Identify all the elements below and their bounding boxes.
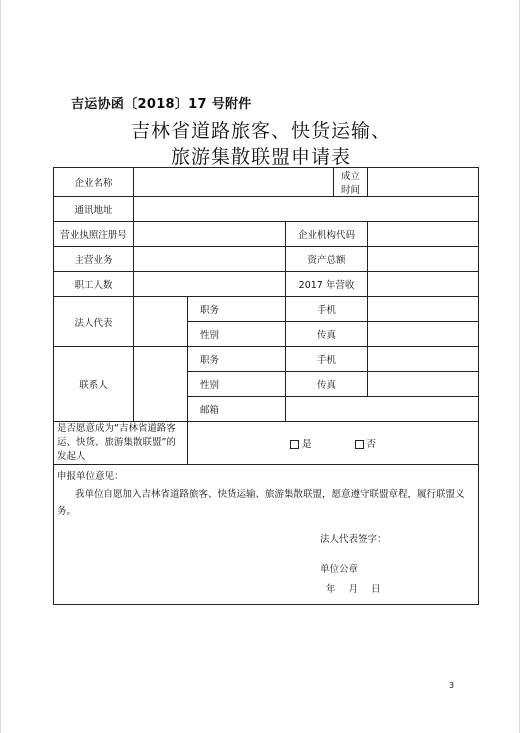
field-legal-rep-mobile[interactable] [368,297,479,322]
yes-label: 是 [301,439,312,450]
field-main-business[interactable] [134,247,286,272]
form-title-line2: 旅游集散联盟申请表 [170,146,351,168]
label-contact-mobile: 手机 [286,347,368,372]
label-business-license: 营业执照注册号 [54,222,134,247]
opinion-label: 申报单位意见： [57,471,124,482]
row-contact-1 [54,347,479,372]
field-revenue-2017[interactable] [368,272,479,297]
field-contact-fax[interactable] [368,372,479,397]
yes-checkbox[interactable] [290,440,299,449]
row-address [54,197,479,222]
no-checkbox[interactable] [355,440,364,449]
no-label: 否 [366,439,377,450]
option-no[interactable] [355,439,377,450]
field-employees[interactable] [134,272,286,297]
field-org-code[interactable] [368,222,479,247]
label-legal-rep: 法人代表 [54,297,134,347]
field-business-license[interactable] [134,222,286,247]
row-company [54,168,479,197]
row-license [54,222,479,247]
label-total-assets: 资产总额 [286,247,368,272]
date-label: 年 月 日 [326,584,381,595]
field-contact-mobile[interactable] [368,347,479,372]
field-founded-time[interactable] [368,168,479,197]
label-declaration: 是否愿意成为“吉林省道路客运、快货、旅游集散联盟”的发起人 [54,422,188,465]
label-founded-time: 成立时间 [334,168,368,197]
label-address: 通讯地址 [54,197,134,222]
label-contact-position: 职务 [188,347,286,372]
label-company-name: 企业名称 [54,168,134,197]
label-employees: 职工人数 [54,272,134,297]
label-legal-rep-fax: 传真 [286,322,368,347]
label-contact-fax: 传真 [286,372,368,397]
page-number: 3 [449,681,455,690]
label-org-code: 企业机构代码 [286,222,368,247]
label-contact: 联系人 [54,347,134,422]
document-reference: 吉运协函〔2018〕17 号附件 [71,97,252,112]
opinion-section [54,465,479,605]
field-contact-name[interactable] [134,347,188,422]
application-form-table [53,167,479,605]
field-total-assets[interactable] [368,247,479,272]
label-main-business: 主营业务 [54,247,134,272]
row-employees [54,272,479,297]
signature-label: 法人代表签字： [320,534,387,545]
field-company-name[interactable] [134,168,334,197]
row-opinion [54,465,479,605]
row-business [54,247,479,272]
field-contact-email[interactable] [286,397,479,422]
label-contact-email: 邮箱 [188,397,286,422]
field-legal-rep-name[interactable] [134,297,188,347]
option-yes[interactable] [290,439,315,450]
label-contact-gender: 性别 [188,372,286,397]
field-address[interactable] [134,197,479,222]
row-declaration [54,422,479,465]
label-legal-rep-mobile: 手机 [286,297,368,322]
label-legal-rep-position: 职务 [188,297,286,322]
label-legal-rep-gender: 性别 [188,322,286,347]
opinion-statement: 我单位自愿加入吉林省道路旅客、快货运输、旅游集散联盟，愿意遵守联盟章程，履行联盟义务。 [57,489,465,517]
seal-label: 单位公章 [320,564,359,575]
form-title-line1: 吉林省道路旅客、快货运输、 [130,120,391,142]
row-legal-rep-1 [54,297,479,322]
label-revenue-2017: 2017 年营收 [286,272,368,297]
declaration-options [188,422,479,465]
field-legal-rep-fax[interactable] [368,322,479,347]
